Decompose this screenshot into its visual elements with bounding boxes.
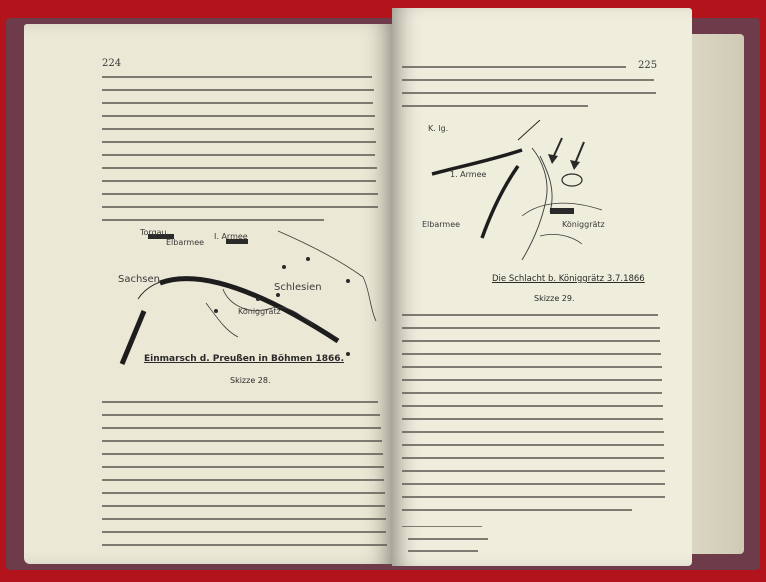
left-page-number: 224 [102,58,122,69]
page-block-edge [686,34,744,554]
right-page-number: 225 [638,60,658,71]
map-label-armee: I. Armee [214,232,248,241]
battle-label-kg: K. lg. [428,124,449,133]
right-battle-map [422,120,662,270]
map-label-koniggratz: Königgrätz [238,307,281,316]
map-label-torgau: Torgau [140,228,167,237]
right-map-caption: Die Schlacht b. Königgrätz 3.7.1866 [492,274,645,284]
right-page [392,8,692,566]
left-sketch-label: Skizze 28. [230,376,271,385]
left-page [24,24,392,564]
battle-label-armee: 1. Armee [450,170,487,179]
left-map-caption: Einmarsch d. Preußen in Böhmen 1866. [144,354,344,364]
battle-label-elbarmee: Elbarmee [422,220,461,229]
map-label-elbarmee: Elbarmee [166,238,205,247]
map-label-schlesien: Schlesien [274,282,322,293]
map-label-sachsen: Sachsen [118,274,161,285]
left-campaign-map [108,229,388,367]
right-sketch-label: Skizze 29. [534,294,575,303]
battle-label-kgratz: Königgrätz [562,220,605,229]
